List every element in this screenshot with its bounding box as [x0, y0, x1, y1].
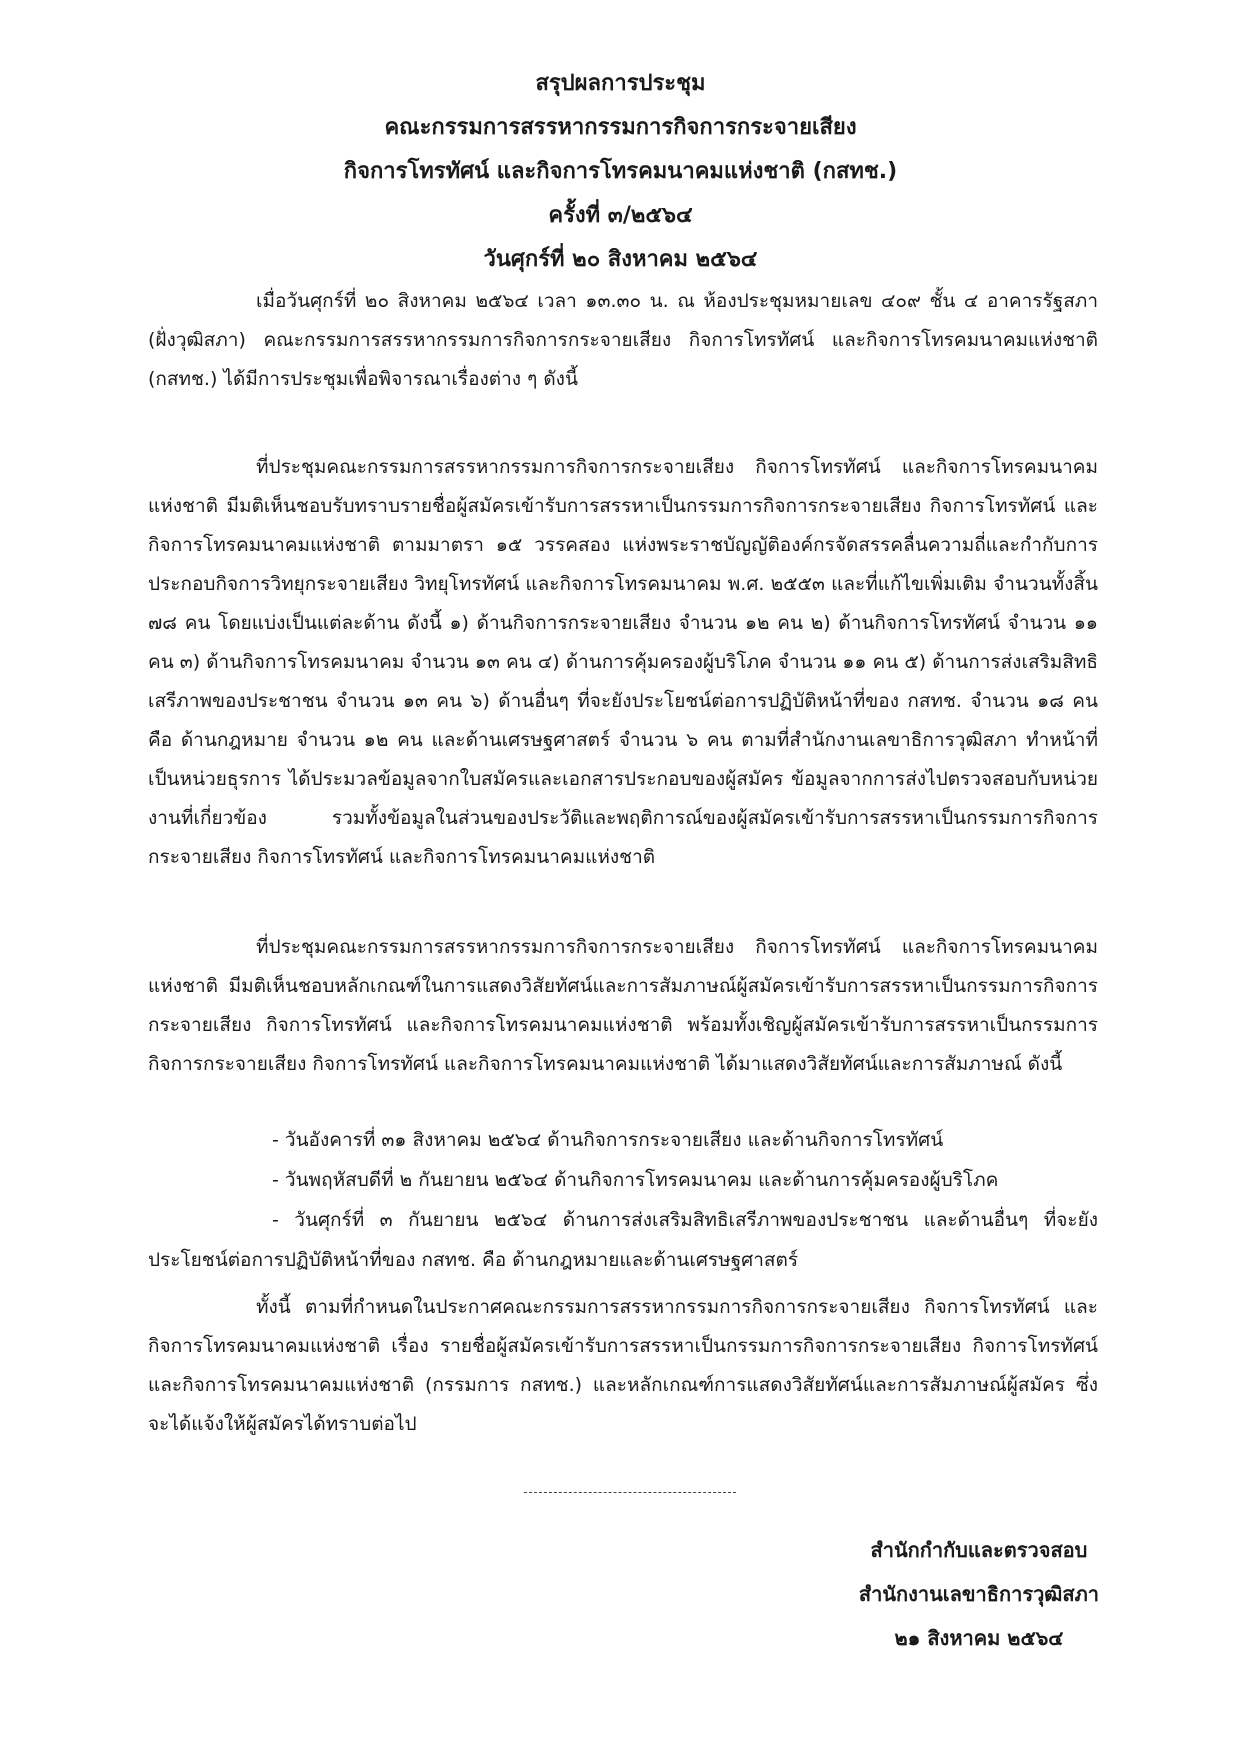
schedule-list: [148, 1120, 1098, 1280]
signature-block: [859, 1528, 1099, 1660]
header-session: ครั้งที่ ๓/๒๕๖๔: [548, 203, 693, 228]
paragraph-intro: [148, 282, 1098, 399]
paragraph-text: ทั้งนี้ ตามที่กำหนดในประกาศคณะกรรมการสรรหากรรมการกิจการกระจายเสียง กิจการโทรทัศน์ และกิจการโทรคมนาคมแห่งชาติ เรื่อง รายชื่อผู้สมัครเข้ารับการสรรหาเป็นกรรมการกิจการกระจายเสียง กิจการโทรทัศน์และกิจการโทรคมนาคมแห่งชาติ (กรรมการ กสทช.) และหลักเกณฑ์การแสดงวิสัยทัศน์และการสัมภาษณ์ผู้สมัคร ซึ่งจะได้แจ้งให้ผู้สมัครได้ทราบต่อไป: [148, 1296, 1098, 1435]
document-header: [0, 62, 1241, 282]
paragraph-text: ที่ประชุมคณะกรรมการสรรหากรรมการกิจการกระจายเสียง กิจการโทรทัศน์ และกิจการโทรคมนาคมแห่งชาติ มีมติเห็นชอบหลักเกณฑ์ในการแสดงวิสัยทัศน์และการสัมภาษณ์ผู้สมัครเข้ารับการสรรหาเป็นกรรมการกิจการกระจายเสียง กิจการโทรทัศน์ และกิจการโทรคมนาคมแห่งชาติ พร้อมทั้งเชิญผู้สมัครเข้ารับการสรรหาเป็นกรรมการกิจการกระจายเสียง กิจการโทรทัศน์ และกิจการโทรคมนาคมแห่งชาติ ได้มาแสดงวิสัยทัศน์และการสัมภาษณ์ ดังนี้: [148, 936, 1098, 1075]
paragraph-text: ที่ประชุมคณะกรรมการสรรหากรรมการกิจการกระจายเสียง กิจการโทรทัศน์ และกิจการโทรคมนาคมแห่งชาติ มีมติเห็นชอบรับทราบรายชื่อผู้สมัครเข้ารับการสรรหาเป็นกรรมการกิจการกระจายเสียง กิจการโทรทัศน์ และกิจการโทรคมนาคมแห่งชาติ ตามมาตรา ๑๕ วรรคสอง แห่งพระราชบัญญัติองค์กรจัดสรรคลื่นความถี่และกำกับการประกอบกิจการวิทยุกระจายเสียง วิทยุโทรทัศน์ และกิจการโทรคมนาคม พ.ศ. ๒๕๕๓ และที่แก้ไขเพิ่มเติม จำนวนทั้งสิ้น ๗๘ คน โดยแบ่งเป็นแต่ละด้าน ดังนี้ ๑) ด้านกิจการกระจายเสียง จำนวน ๑๒ คน ๒) ด้านกิจการโทรทัศน์ จำนวน ๑๑ คน ๓) ด้านกิจการโทรคมนาคม จำนวน ๑๓ คน ๔) ด้านการคุ้มครองผู้บริโภค จำนวน ๑๑ คน ๕) ด้านการส่งเสริมสิทธิเสรีภาพของประชาชน จำนวน ๑๓ คน ๖) ด้านอื่นๆ ที่จะยังประโยชน์ต่อการปฏิบัติหน้าที่ของ กสทช. จำนวน ๑๘ คน คือ ด้านกฎหมาย จำนวน ๑๒ คน และด้านเศรษฐศาสตร์ จำนวน ๖ คน ตามที่สำนักงานเลขาธิการวุฒิสภา ทำหน้าที่เป็นหน่วยธุรการ ได้ประมวลข้อมูลจากใบสมัครและเอกสารประกอบของผู้สมัคร ข้อมูลจากการส่งไปตรวจสอบกับหน่วยงานที่เกี่ยวข้อง รวมทั้งข้อมูลในส่วนของประวัติและพฤติการณ์ของผู้สมัครเข้ารับการสรรหาเป็นกรรมการกิจการกระจายเสียง กิจการโทรทัศน์ และกิจการโทรคมนาคมแห่งชาติ: [148, 456, 1098, 868]
paragraph-text: เมื่อวันศุกร์ที่ ๒๐ สิงหาคม ๒๕๖๔ เวลา ๑๓.๓๐ น. ณ ห้องประชุมหมายเลข ๔๐๙ ชั้น ๔ อาคารรัฐสภา (ฝั่งวุฒิสภา) คณะกรรมการสรรหากรรมการกิจการกระจายเสียง กิจการโทรทัศน์ และกิจการโทรคมนาคมแห่งชาติ (กสทช.) ได้มีการประชุมเพื่อพิจารณาเรื่องต่าง ๆ ดังนี้: [148, 290, 1098, 390]
signature-office: สำนักกำกับและตรวจสอบ: [870, 1538, 1088, 1562]
header-organization: กิจการโทรทัศน์ และกิจการโทรคมนาคมแห่งชาติ (กสทช.): [343, 159, 898, 184]
paragraph-resolution-criteria: [148, 928, 1098, 1084]
schedule-item: - วันอังคารที่ ๓๑ สิงหาคม ๒๕๖๔ ด้านกิจการกระจายเสียง และด้านกิจการโทรทัศน์: [272, 1129, 944, 1151]
paragraph-conclusion: [148, 1288, 1098, 1444]
header-date: วันศุกร์ที่ ๒๐ สิงหาคม ๒๕๖๔: [483, 247, 758, 272]
schedule-item: - วันพฤหัสบดีที่ ๒ กันยายน ๒๕๖๔ ด้านกิจการโทรคมนาคม และด้านการคุ้มครองผู้บริโภค: [272, 1169, 999, 1191]
header-title: สรุปผลการประชุม: [535, 71, 706, 96]
divider: [524, 1492, 736, 1493]
signature-date: ๒๑ สิงหาคม ๒๕๖๔: [894, 1626, 1064, 1650]
signature-secretariat: สำนักงานเลขาธิการวุฒิสภา: [858, 1582, 1099, 1606]
header-committee: คณะกรรมการสรรหากรรมการกิจการกระจายเสียง: [384, 115, 857, 140]
paragraph-resolution-applicants: [148, 448, 1098, 877]
schedule-item: - วันศุกร์ที่ ๓ กันยายน ๒๕๖๔ ด้านการส่งเสริมสิทธิเสรีภาพของประชาชน และด้านอื่นๆ ที่จะยังประโยชน์ต่อการปฏิบัติหน้าที่ของ กสทช. คือ ด้านกฎหมายและด้านเศรษฐศาสตร์: [148, 1209, 1098, 1271]
